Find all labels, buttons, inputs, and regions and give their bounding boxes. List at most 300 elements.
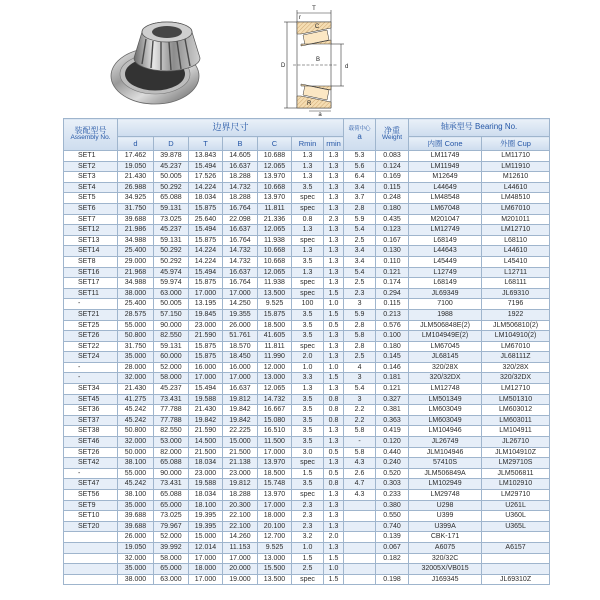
rmin-lower-cell: 1.3 — [324, 511, 344, 522]
outer-d-cell: 45.237 — [154, 384, 189, 395]
load-center-a-cell — [344, 532, 376, 543]
rmin-lower-cell: 1.3 — [324, 278, 344, 289]
header-cup: 外圈 Cup — [482, 137, 550, 151]
width-c-cell: 13.970 — [258, 193, 292, 204]
width-b-cell: 22.100 — [223, 511, 258, 522]
weight-cell: 0.083 — [376, 151, 409, 162]
width-t-cell: 15.875 — [189, 341, 223, 352]
assembly-no-cell: SET22 — [64, 341, 118, 352]
bore-d-cell: 32.000 — [118, 373, 154, 384]
outer-d-cell: 65.088 — [154, 193, 189, 204]
outer-d-cell: 50.005 — [154, 172, 189, 183]
rmin-lower-cell: 1.3 — [324, 225, 344, 236]
cone-no-cell: JL68145 — [409, 352, 482, 363]
rmin-upper-cell: spec — [292, 278, 324, 289]
load-center-a-cell: 6.4 — [344, 172, 376, 183]
width-b-cell: 14.605 — [223, 151, 258, 162]
cone-no-cell: LM603049 — [409, 405, 482, 416]
rmin-lower-cell: 1.3 — [324, 267, 344, 278]
rmin-upper-cell: 100 — [292, 299, 324, 310]
cup-no-cell — [482, 532, 550, 543]
load-center-a-cell: 2.8 — [344, 320, 376, 331]
rmin-upper-cell: spec — [292, 574, 324, 585]
load-center-a-cell: 5.6 — [344, 161, 376, 172]
weight-cell: 0.174 — [376, 278, 409, 289]
cup-no-cell: L45410 — [482, 256, 550, 267]
outer-d-cell: 82.000 — [154, 447, 189, 458]
width-b-cell: 16.000 — [223, 362, 258, 373]
width-c-cell: 10.668 — [258, 246, 292, 257]
table-row — [64, 151, 550, 162]
bore-d-cell: 31.750 — [118, 203, 154, 214]
width-c-cell: 12.065 — [258, 384, 292, 395]
cone-no-cell: L12749 — [409, 267, 482, 278]
outer-d-cell: 65.000 — [154, 500, 189, 511]
outer-d-cell: 50.292 — [154, 256, 189, 267]
header-bearing-no: 轴承型号 Bearing No. — [409, 119, 550, 137]
rmin-lower-cell: 0.8 — [324, 405, 344, 416]
width-c-cell: 13.970 — [258, 172, 292, 183]
header-width-c: C — [258, 137, 292, 151]
rmin-upper-cell: spec — [292, 203, 324, 214]
width-t-cell: 15.494 — [189, 267, 223, 278]
weight-cell — [376, 564, 409, 575]
width-t-cell: 19.588 — [189, 479, 223, 490]
cup-no-cell: L68111 — [482, 278, 550, 289]
outer-d-cell: 73.025 — [154, 511, 189, 522]
table-row — [64, 299, 550, 310]
width-b-cell: 14.732 — [223, 246, 258, 257]
width-c-cell: 11.811 — [258, 203, 292, 214]
assembly-no-cell: SET11 — [64, 288, 118, 299]
load-center-a-cell: 3 — [344, 373, 376, 384]
assembly-no-cell: SET56 — [64, 490, 118, 501]
table-row — [64, 267, 550, 278]
load-center-a-cell — [344, 542, 376, 553]
assembly-no-cell: SET25 — [64, 320, 118, 331]
rmin-lower-cell: 2.3 — [324, 214, 344, 225]
outer-d-cell: 39.992 — [154, 542, 189, 553]
weight-cell: 0.180 — [376, 341, 409, 352]
rmin-lower-cell: 1.3 — [324, 384, 344, 395]
weight-cell: 0.576 — [376, 320, 409, 331]
width-t-cell: 14.500 — [189, 437, 223, 448]
table-row — [64, 437, 550, 448]
outer-d-cell: 90.000 — [154, 468, 189, 479]
rmin-upper-cell: 0.8 — [292, 214, 324, 225]
assembly-no-cell: SET12 — [64, 225, 118, 236]
outer-d-cell: 58.000 — [154, 553, 189, 564]
weight-cell: 0.100 — [376, 331, 409, 342]
width-t-cell: 17.526 — [189, 172, 223, 183]
cup-no-cell: LM603012 — [482, 405, 550, 416]
width-c-cell: 15.875 — [258, 309, 292, 320]
rmin-upper-cell: 2.3 — [292, 521, 324, 532]
rmin-lower-cell: 2.0 — [324, 532, 344, 543]
rmin-lower-cell: 0.8 — [324, 479, 344, 490]
width-t-cell: 23.000 — [189, 468, 223, 479]
weight-cell: 0.740 — [376, 521, 409, 532]
load-center-a-cell: - — [344, 437, 376, 448]
weight-cell: 0.115 — [376, 299, 409, 310]
header-load-center-cn: 载荷中心 — [348, 126, 371, 133]
bearing-spec-table — [63, 118, 550, 585]
bore-d-cell: 25.400 — [118, 299, 154, 310]
weight-cell: 0.124 — [376, 161, 409, 172]
bore-d-cell: 55.000 — [118, 468, 154, 479]
table-row — [64, 415, 550, 426]
bore-d-cell: 34.988 — [118, 235, 154, 246]
assembly-no-cell: SET20 — [64, 521, 118, 532]
outer-d-cell: 77.788 — [154, 405, 189, 416]
width-b-cell: 18.450 — [223, 352, 258, 363]
weight-cell: 0.121 — [376, 384, 409, 395]
outer-d-cell: 73.025 — [154, 214, 189, 225]
rmin-upper-cell: spec — [292, 288, 324, 299]
width-b-cell: 23.000 — [223, 468, 258, 479]
width-b-cell: 17.000 — [223, 553, 258, 564]
bore-d-cell: 34.988 — [118, 278, 154, 289]
width-t-cell: 21.430 — [189, 405, 223, 416]
width-t-cell: 13.195 — [189, 299, 223, 310]
cup-no-cell: 1922 — [482, 309, 550, 320]
width-b-cell: 16.764 — [223, 278, 258, 289]
rmin-lower-cell: 1.3 — [324, 341, 344, 352]
cup-no-cell: JL69310 — [482, 288, 550, 299]
outer-d-cell: 45.237 — [154, 161, 189, 172]
rmin-lower-cell: 1.3 — [324, 161, 344, 172]
label-C: C — [314, 24, 320, 30]
width-t-cell: 14.224 — [189, 246, 223, 257]
weight-cell: 0.067 — [376, 542, 409, 553]
weight-cell: 0.380 — [376, 500, 409, 511]
table-row — [64, 468, 550, 479]
bore-d-cell: 26.000 — [118, 532, 154, 543]
bore-d-cell: 32.000 — [118, 437, 154, 448]
bore-d-cell: 55.000 — [118, 320, 154, 331]
bore-d-cell: 31.750 — [118, 341, 154, 352]
rmin-upper-cell: 2.5 — [292, 564, 324, 575]
outer-d-cell: 79.967 — [154, 521, 189, 532]
cone-no-cell: U399 — [409, 511, 482, 522]
width-t-cell: 19.588 — [189, 394, 223, 405]
width-c-cell: 13.000 — [258, 373, 292, 384]
cone-no-cell: 1988 — [409, 309, 482, 320]
header-rmin-upper: Rmin — [292, 137, 324, 151]
outer-d-cell: 50.292 — [154, 182, 189, 193]
width-c-cell: 11.500 — [258, 437, 292, 448]
header-assembly-en: Assembly No. — [70, 134, 111, 142]
load-center-a-cell: 2.8 — [344, 203, 376, 214]
width-c-cell: 12.065 — [258, 267, 292, 278]
cup-no-cell: LM12710 — [482, 384, 550, 395]
width-b-cell: 19.842 — [223, 405, 258, 416]
assembly-no-cell: SET9 — [64, 500, 118, 511]
table-row — [64, 564, 550, 575]
width-c-cell: 15.500 — [258, 564, 292, 575]
assembly-no-cell: SET10 — [64, 511, 118, 522]
assembly-no-cell: SET26 — [64, 331, 118, 342]
assembly-no-cell: SET5 — [64, 193, 118, 204]
cone-no-cell: A6075 — [409, 542, 482, 553]
width-b-cell: 17.000 — [223, 288, 258, 299]
rmin-lower-cell: 1.0 — [324, 362, 344, 373]
weight-cell: 0.167 — [376, 235, 409, 246]
cup-no-cell — [482, 553, 550, 564]
cup-no-cell: JLM104910Z — [482, 447, 550, 458]
width-b-cell: 18.288 — [223, 193, 258, 204]
table-row — [64, 320, 550, 331]
header-load-center — [344, 119, 376, 151]
outer-d-cell: 45.974 — [154, 267, 189, 278]
width-c-cell: 10.668 — [258, 256, 292, 267]
header-assembly — [64, 119, 118, 151]
cone-no-cell: JLM104946 — [409, 447, 482, 458]
weight-cell: 0.115 — [376, 182, 409, 193]
width-b-cell: 21.500 — [223, 447, 258, 458]
rmin-lower-cell: 1.5 — [324, 553, 344, 564]
weight-cell: 0.294 — [376, 288, 409, 299]
load-center-a-cell: 2.8 — [344, 341, 376, 352]
bore-d-cell: 38.000 — [118, 288, 154, 299]
bore-d-cell: 41.275 — [118, 394, 154, 405]
width-c-cell: 9.525 — [258, 542, 292, 553]
table-row — [64, 309, 550, 320]
width-t-cell: 17.000 — [189, 288, 223, 299]
cup-no-cell: LM104911 — [482, 426, 550, 437]
cone-no-cell: L44649 — [409, 182, 482, 193]
cone-no-cell: LM11749 — [409, 151, 482, 162]
weight-cell: 0.182 — [376, 553, 409, 564]
width-b-cell: 18.288 — [223, 172, 258, 183]
weight-cell: 0.520 — [376, 468, 409, 479]
rmin-lower-cell: 1.3 — [324, 151, 344, 162]
table-header — [64, 119, 550, 151]
width-t-cell: 12.014 — [189, 542, 223, 553]
rmin-upper-cell: 3.5 — [292, 309, 324, 320]
weight-cell: 0.213 — [376, 309, 409, 320]
load-center-a-cell: 5.4 — [344, 267, 376, 278]
width-b-cell: 11.153 — [223, 542, 258, 553]
bore-d-cell: 45.242 — [118, 405, 154, 416]
width-c-cell: 13.500 — [258, 574, 292, 585]
assembly-no-cell: SET17 — [64, 278, 118, 289]
width-b-cell: 18.288 — [223, 490, 258, 501]
load-center-a-cell: 2.2 — [344, 415, 376, 426]
outer-d-cell: 73.431 — [154, 394, 189, 405]
cup-no-cell: A6157 — [482, 542, 550, 553]
width-t-cell: 13.843 — [189, 151, 223, 162]
assembly-no-cell: SET8 — [64, 256, 118, 267]
cup-no-cell — [482, 564, 550, 575]
assembly-no-cell — [64, 553, 118, 564]
outer-d-cell: 63.000 — [154, 288, 189, 299]
weight-cell: 0.303 — [376, 479, 409, 490]
rmin-lower-cell: 1.5 — [324, 288, 344, 299]
table-row — [64, 394, 550, 405]
assembly-no-cell: - — [64, 362, 118, 373]
header-row-top — [64, 119, 550, 137]
assembly-no-cell — [64, 532, 118, 543]
weight-cell: 0.181 — [376, 373, 409, 384]
rmin-upper-cell: 1.3 — [292, 172, 324, 183]
load-center-a-cell — [344, 574, 376, 585]
cup-no-cell: LM102910 — [482, 479, 550, 490]
rmin-lower-cell: 1.3 — [324, 426, 344, 437]
rmin-lower-cell: 1.3 — [324, 542, 344, 553]
weight-cell: 0.327 — [376, 394, 409, 405]
bore-d-cell: 45.242 — [118, 415, 154, 426]
rmin-upper-cell: 3.5 — [292, 320, 324, 331]
rmin-lower-cell: 0.5 — [324, 320, 344, 331]
rmin-lower-cell: 1.3 — [324, 182, 344, 193]
table-row — [64, 214, 550, 225]
load-center-a-cell: 4.3 — [344, 458, 376, 469]
width-c-cell: 13.500 — [258, 288, 292, 299]
rmin-upper-cell: 2.3 — [292, 511, 324, 522]
rmin-upper-cell: 3.5 — [292, 405, 324, 416]
outer-d-cell: 52.000 — [154, 362, 189, 373]
cone-no-cell: J169345 — [409, 574, 482, 585]
load-center-a-cell: 2.5 — [344, 235, 376, 246]
assembly-no-cell: SET3 — [64, 172, 118, 183]
width-b-cell: 16.637 — [223, 225, 258, 236]
rmin-upper-cell: 1.3 — [292, 246, 324, 257]
cup-no-cell: 7196 — [482, 299, 550, 310]
assembly-no-cell: SET2 — [64, 161, 118, 172]
cone-no-cell: 320/28X — [409, 362, 482, 373]
assembly-no-cell: - — [64, 299, 118, 310]
load-center-a-cell: 5.3 — [344, 151, 376, 162]
width-b-cell: 21.138 — [223, 458, 258, 469]
outer-d-cell: 59.131 — [154, 203, 189, 214]
cone-no-cell: U298 — [409, 500, 482, 511]
load-center-a-cell — [344, 521, 376, 532]
cup-no-cell: M201011 — [482, 214, 550, 225]
width-t-cell: 18.034 — [189, 193, 223, 204]
width-b-cell: 26.000 — [223, 320, 258, 331]
rmin-lower-cell: 1.3 — [324, 331, 344, 342]
cone-with-rollers — [134, 22, 200, 71]
cone-no-cell: M201047 — [409, 214, 482, 225]
rmin-upper-cell: 3.5 — [292, 256, 324, 267]
load-center-a-cell: 2.3 — [344, 288, 376, 299]
cup-no-cell: LM12710 — [482, 225, 550, 236]
width-c-cell: 16.510 — [258, 426, 292, 437]
width-b-cell: 22.100 — [223, 521, 258, 532]
outer-d-cell: 65.088 — [154, 490, 189, 501]
bore-d-cell: 38.100 — [118, 458, 154, 469]
header-weight-en: Weight — [381, 134, 403, 142]
bore-d-cell: 28.000 — [118, 362, 154, 373]
table-row — [64, 193, 550, 204]
width-c-cell: 41.605 — [258, 331, 292, 342]
width-t-cell: 18.100 — [189, 500, 223, 511]
width-t-cell: 23.000 — [189, 320, 223, 331]
weight-cell: 0.233 — [376, 490, 409, 501]
assembly-no-cell: - — [64, 373, 118, 384]
cup-no-cell: JL68111Z — [482, 352, 550, 363]
cone-no-cell: 320/32DX — [409, 373, 482, 384]
load-center-a-cell: 3.4 — [344, 246, 376, 257]
weight-cell: 0.550 — [376, 511, 409, 522]
width-c-cell: 10.688 — [258, 151, 292, 162]
cup-no-cell: L68110 — [482, 235, 550, 246]
table-row — [64, 447, 550, 458]
outer-d-cell: 53.000 — [154, 437, 189, 448]
width-t-cell: 21.590 — [189, 426, 223, 437]
table-row — [64, 426, 550, 437]
assembly-no-cell: SET46 — [64, 437, 118, 448]
width-t-cell: 17.000 — [189, 574, 223, 585]
rmin-lower-cell: 1.0 — [324, 299, 344, 310]
outer-d-cell: 58.000 — [154, 373, 189, 384]
width-b-cell: 16.764 — [223, 235, 258, 246]
table-row — [64, 256, 550, 267]
weight-cell: 0.123 — [376, 225, 409, 236]
bearing-section-drawing — [279, 4, 354, 116]
weight-cell: 0.121 — [376, 267, 409, 278]
load-center-a-cell: 3.4 — [344, 256, 376, 267]
width-c-cell: 18.500 — [258, 468, 292, 479]
load-center-a-cell: 3 — [344, 394, 376, 405]
assembly-no-cell: SET21 — [64, 309, 118, 320]
cup-no-cell: LM603011 — [482, 415, 550, 426]
width-b-cell: 20.300 — [223, 500, 258, 511]
width-t-cell: 19.842 — [189, 415, 223, 426]
bore-d-cell: 39.688 — [118, 214, 154, 225]
width-t-cell: 19.845 — [189, 309, 223, 320]
table-row — [64, 542, 550, 553]
width-c-cell: 11.938 — [258, 235, 292, 246]
width-c-cell: 13.000 — [258, 553, 292, 564]
label-a: a — [318, 112, 322, 116]
bearing-photo — [110, 14, 208, 106]
table-row — [64, 521, 550, 532]
load-center-a-cell — [344, 511, 376, 522]
rmin-upper-cell: spec — [292, 341, 324, 352]
cup-no-cell: JL26710 — [482, 437, 550, 448]
width-b-cell: 14.250 — [223, 299, 258, 310]
weight-cell: 0.440 — [376, 447, 409, 458]
rmin-upper-cell: 1.3 — [292, 225, 324, 236]
width-b-cell: 14.260 — [223, 532, 258, 543]
header-weight — [376, 119, 409, 151]
bore-d-cell: 34.925 — [118, 193, 154, 204]
rmin-lower-cell: 1.3 — [324, 490, 344, 501]
weight-cell: 0.139 — [376, 532, 409, 543]
width-c-cell: 21.336 — [258, 214, 292, 225]
bore-d-cell: 38.000 — [118, 574, 154, 585]
load-center-a-cell: 3.4 — [344, 182, 376, 193]
table-row — [64, 182, 550, 193]
cup-no-cell: U365L — [482, 521, 550, 532]
width-c-cell: 13.970 — [258, 490, 292, 501]
width-t-cell: 15.494 — [189, 161, 223, 172]
table-row — [64, 225, 550, 236]
bore-d-cell: 29.000 — [118, 256, 154, 267]
width-t-cell: 21.590 — [189, 331, 223, 342]
cone-no-cell: LM603049 — [409, 415, 482, 426]
assembly-no-cell: SET42 — [64, 458, 118, 469]
assembly-no-cell: SET47 — [64, 479, 118, 490]
width-c-cell: 11.990 — [258, 352, 292, 363]
width-b-cell: 22.225 — [223, 426, 258, 437]
cone-no-cell: L68149 — [409, 278, 482, 289]
rmin-lower-cell: 1.3 — [324, 193, 344, 204]
outer-d-cell: 59.131 — [154, 341, 189, 352]
header-width-t: T — [189, 137, 223, 151]
